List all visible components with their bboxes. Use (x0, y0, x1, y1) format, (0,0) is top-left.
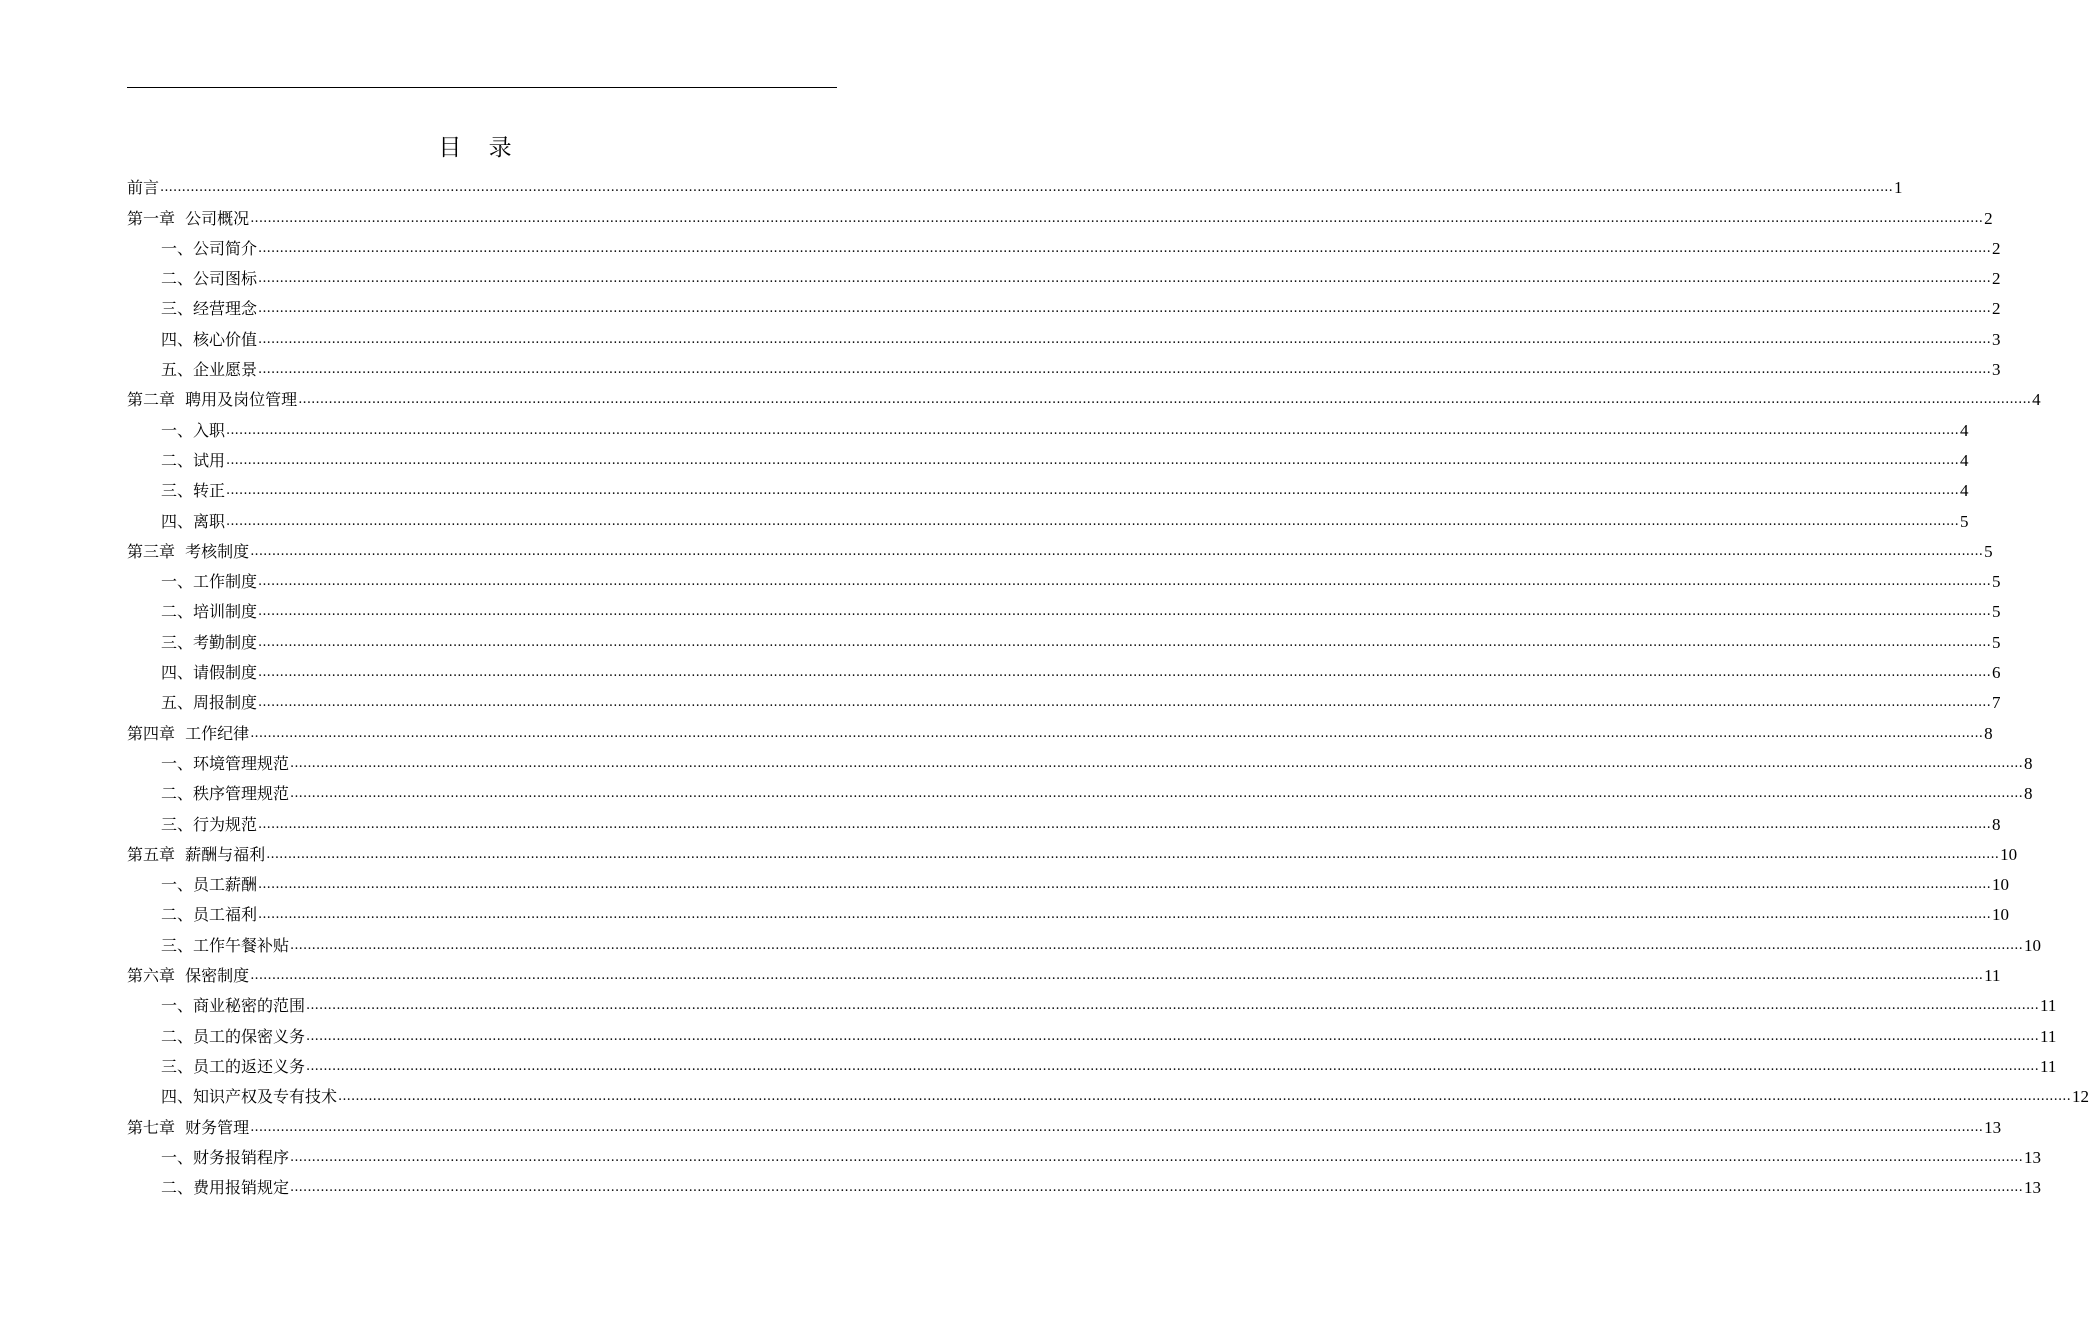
toc-entry[interactable] (127, 535, 1993, 565)
toc-entry-page-number: 7 (1991, 693, 2001, 713)
toc-dot-leader: ................................................................................................................................................................................................................................................................................................................................................................................................................ (226, 452, 1959, 468)
toc-entry[interactable] (127, 898, 2009, 928)
toc-entry-label: 二、秩序管理规范 (161, 784, 290, 804)
toc-entry-page-number: 13 (1984, 1117, 2002, 1137)
toc-entry[interactable] (127, 201, 1993, 231)
toc-entry[interactable] (127, 1080, 2089, 1110)
toc-entry[interactable] (127, 1019, 2057, 1049)
toc-entry[interactable] (127, 171, 1903, 201)
toc-entry-label: 一、公司简介 (161, 238, 258, 258)
toc-entry-label: 四、知识产权及专有技术 (161, 1087, 338, 1107)
toc-entry-label: 四、离职 (161, 511, 226, 531)
toc-entry-label: 第二章 聘用及岗位管理 (127, 390, 298, 410)
toc-entry-page-number: 5 (1991, 632, 2001, 652)
toc-dot-leader: ................................................................................................................................................................................................................................................................................................................................................................................................................ (338, 1089, 2071, 1105)
toc-entry[interactable] (127, 1171, 2041, 1201)
toc-entry-label: 第一章 公司概况 (127, 208, 250, 228)
toc-dot-leader: ................................................................................................................................................................................................................................................................................................................................................................................................................ (258, 271, 1991, 287)
toc-entry-label: 五、企业愿景 (161, 360, 258, 380)
toc-entry-label: 四、核心价值 (161, 329, 258, 349)
toc-entry[interactable] (127, 928, 2041, 958)
toc-entry-page-number: 2 (1984, 208, 1993, 228)
toc-entry-page-number: 5 (1984, 541, 1993, 561)
toc-dot-leader: ................................................................................................................................................................................................................................................................................................................................................................................................................ (306, 1028, 2039, 1044)
toc-entry-page-number: 2 (1991, 269, 2001, 289)
toc-dot-leader: ................................................................................................................................................................................................................................................................................................................................................................................................................ (250, 968, 1984, 984)
toc-entry[interactable] (127, 716, 1993, 746)
toc-dot-leader: ................................................................................................................................................................................................................................................................................................................................................................................................................ (258, 907, 1991, 923)
toc-entry-page-number: 10 (1991, 905, 2009, 925)
toc-dot-leader: ................................................................................................................................................................................................................................................................................................................................................................................................................ (298, 392, 2032, 408)
toc-entry-page-number: 11 (2039, 1056, 2057, 1076)
toc-entry[interactable] (127, 474, 1969, 504)
toc-entry[interactable] (127, 747, 2033, 777)
toc-dot-leader: ................................................................................................................................................................................................................................................................................................................................................................................................................ (290, 786, 2023, 802)
toc-entry-page-number: 5 (1959, 511, 1969, 531)
toc-dot-leader: ................................................................................................................................................................................................................................................................................................................................................................................................................ (258, 695, 1991, 711)
toc-dot-leader: ................................................................................................................................................................................................................................................................................................................................................................................................................ (226, 513, 1959, 529)
toc-entry[interactable] (127, 625, 2001, 655)
toc-entry-label: 一、员工薪酬 (161, 875, 258, 895)
toc-list (127, 171, 2089, 1201)
toc-dot-leader: ................................................................................................................................................................................................................................................................................................................................................................................................................ (290, 1149, 2023, 1165)
toc-entry-label: 二、员工的保密义务 (161, 1026, 306, 1046)
toc-entry-page-number: 5 (1991, 572, 2001, 592)
toc-dot-leader: ................................................................................................................................................................................................................................................................................................................................................................................................................ (258, 240, 1991, 256)
toc-entry[interactable] (127, 504, 1969, 534)
toc-entry[interactable] (127, 262, 2001, 292)
toc-entry-label: 一、商业秘密的范围 (161, 996, 306, 1016)
toc-entry-page-number: 3 (1991, 329, 2001, 349)
toc-entry-label: 一、工作制度 (161, 572, 258, 592)
toc-entry-page-number: 11 (2039, 1026, 2057, 1046)
toc-dot-leader: ................................................................................................................................................................................................................................................................................................................................................................................................................ (258, 301, 1991, 317)
toc-entry-page-number: 5 (1991, 602, 2001, 622)
toc-dot-leader: ................................................................................................................................................................................................................................................................................................................................................................................................................ (258, 816, 1991, 832)
toc-entry[interactable] (127, 1141, 2041, 1171)
toc-entry[interactable] (127, 1110, 2002, 1140)
toc-dot-leader: ................................................................................................................................................................................................................................................................................................................................................................................................................ (250, 1119, 1984, 1135)
toc-entry[interactable] (127, 959, 2001, 989)
toc-entry-page-number: 8 (1984, 723, 1993, 743)
toc-entry-label: 第七章 财务管理 (127, 1117, 250, 1137)
toc-entry[interactable] (127, 444, 1969, 474)
toc-entry-page-number: 6 (1991, 663, 2001, 683)
toc-dot-leader: ................................................................................................................................................................................................................................................................................................................................................................................................................ (258, 634, 1991, 650)
toc-entry-page-number: 11 (2039, 996, 2057, 1016)
toc-entry-label: 第三章 考核制度 (127, 541, 250, 561)
toc-dot-leader: ................................................................................................................................................................................................................................................................................................................................................................................................................ (258, 362, 1991, 378)
toc-dot-leader: ................................................................................................................................................................................................................................................................................................................................................................................................................ (290, 937, 2023, 953)
toc-entry[interactable] (127, 565, 2001, 595)
toc-dot-leader: ................................................................................................................................................................................................................................................................................................................................................................................................................ (160, 180, 1893, 196)
toc-dot-leader: ................................................................................................................................................................................................................................................................................................................................................................................................................ (290, 755, 2023, 771)
toc-entry-label: 一、环境管理规范 (161, 753, 290, 773)
toc-entry-label: 二、试用 (161, 450, 226, 470)
toc-entry-label: 二、培训制度 (161, 602, 258, 622)
toc-dot-leader: ................................................................................................................................................................................................................................................................................................................................................................................................................ (258, 331, 1991, 347)
toc-entry[interactable] (127, 868, 2009, 898)
toc-entry-label: 二、公司图标 (161, 269, 258, 289)
header-rule (127, 87, 837, 88)
toc-entry-page-number: 13 (2023, 1178, 2041, 1198)
toc-entry-label: 三、转正 (161, 481, 226, 501)
toc-entry-page-number: 2 (1991, 299, 2001, 319)
toc-entry-label: 第五章 薪酬与福利 (127, 844, 266, 864)
toc-entry-label: 三、经营理念 (161, 299, 258, 319)
toc-entry-label: 第六章 保密制度 (127, 966, 250, 986)
toc-dot-leader: ................................................................................................................................................................................................................................................................................................................................................................................................................ (306, 998, 2039, 1014)
toc-entry-label: 四、请假制度 (161, 663, 258, 683)
toc-entry[interactable] (127, 232, 2001, 262)
toc-entry[interactable] (127, 656, 2001, 686)
toc-entry[interactable] (127, 838, 2018, 868)
toc-entry-page-number: 3 (1991, 360, 2001, 380)
toc-entry-label: 二、费用报销规定 (161, 1178, 290, 1198)
toc-entry[interactable] (127, 322, 2001, 352)
toc-entry[interactable] (127, 989, 2057, 1019)
toc-dot-leader: ................................................................................................................................................................................................................................................................................................................................................................................................................ (226, 422, 1959, 438)
toc-entry-page-number: 12 (2071, 1087, 2089, 1107)
toc-entry-label: 前言 (127, 178, 160, 198)
toc-entry[interactable] (127, 686, 2001, 716)
toc-entry-page-number: 10 (1991, 875, 2009, 895)
toc-entry-page-number: 8 (2023, 753, 2033, 773)
toc-entry-page-number: 13 (2023, 1147, 2041, 1167)
toc-entry-page-number: 10 (2000, 844, 2018, 864)
toc-entry-page-number: 11 (1984, 966, 2001, 986)
toc-dot-leader: ................................................................................................................................................................................................................................................................................................................................................................................................................ (226, 483, 1959, 499)
toc-entry[interactable] (127, 292, 2001, 322)
toc-dot-leader: ................................................................................................................................................................................................................................................................................................................................................................................................................ (290, 1180, 2023, 1196)
toc-dot-leader: ................................................................................................................................................................................................................................................................................................................................................................................................................ (258, 665, 1991, 681)
toc-dot-leader: ................................................................................................................................................................................................................................................................................................................................................................................................................ (250, 543, 1984, 559)
toc-entry-page-number: 4 (2032, 390, 2041, 410)
toc-entry-page-number: 4 (1959, 481, 1969, 501)
toc-entry[interactable] (127, 383, 2041, 413)
toc-entry-page-number: 10 (2023, 935, 2041, 955)
toc-entry-label: 三、员工的返还义务 (161, 1056, 306, 1076)
toc-entry-label: 三、工作午餐补贴 (161, 935, 290, 955)
toc-entry-page-number: 4 (1959, 420, 1969, 440)
toc-entry[interactable] (127, 353, 2001, 383)
toc-entry[interactable] (127, 1050, 2057, 1080)
toc-dot-leader: ................................................................................................................................................................................................................................................................................................................................................................................................................ (250, 210, 1984, 226)
toc-entry-label: 三、考勤制度 (161, 632, 258, 652)
toc-entry[interactable] (127, 777, 2033, 807)
toc-dot-leader: ................................................................................................................................................................................................................................................................................................................................................................................................................ (258, 877, 1991, 893)
toc-title: 目 录 (438, 135, 522, 161)
toc-entry-page-number: 8 (2023, 784, 2033, 804)
toc-entry-page-number: 1 (1893, 178, 1903, 198)
toc-entry[interactable] (127, 807, 2001, 837)
toc-entry-label: 一、财务报销程序 (161, 1147, 290, 1167)
toc-entry[interactable] (127, 595, 2001, 625)
toc-dot-leader: ................................................................................................................................................................................................................................................................................................................................................................................................................ (258, 604, 1991, 620)
toc-dot-leader: ................................................................................................................................................................................................................................................................................................................................................................................................................ (250, 725, 1984, 741)
toc-entry-page-number: 8 (1991, 814, 2001, 834)
toc-entry-label: 五、周报制度 (161, 693, 258, 713)
toc-entry[interactable] (127, 413, 1969, 443)
toc-entry-label: 三、行为规范 (161, 814, 258, 834)
toc-dot-leader: ................................................................................................................................................................................................................................................................................................................................................................................................................ (258, 574, 1991, 590)
toc-dot-leader: ................................................................................................................................................................................................................................................................................................................................................................................................................ (306, 1058, 2039, 1074)
toc-entry-label: 一、入职 (161, 420, 226, 440)
toc-entry-page-number: 4 (1959, 450, 1969, 470)
toc-entry-page-number: 2 (1991, 238, 2001, 258)
toc-entry-label: 第四章 工作纪律 (127, 723, 250, 743)
toc-dot-leader: ................................................................................................................................................................................................................................................................................................................................................................................................................ (266, 846, 2000, 862)
toc-entry-label: 二、员工福利 (161, 905, 258, 925)
